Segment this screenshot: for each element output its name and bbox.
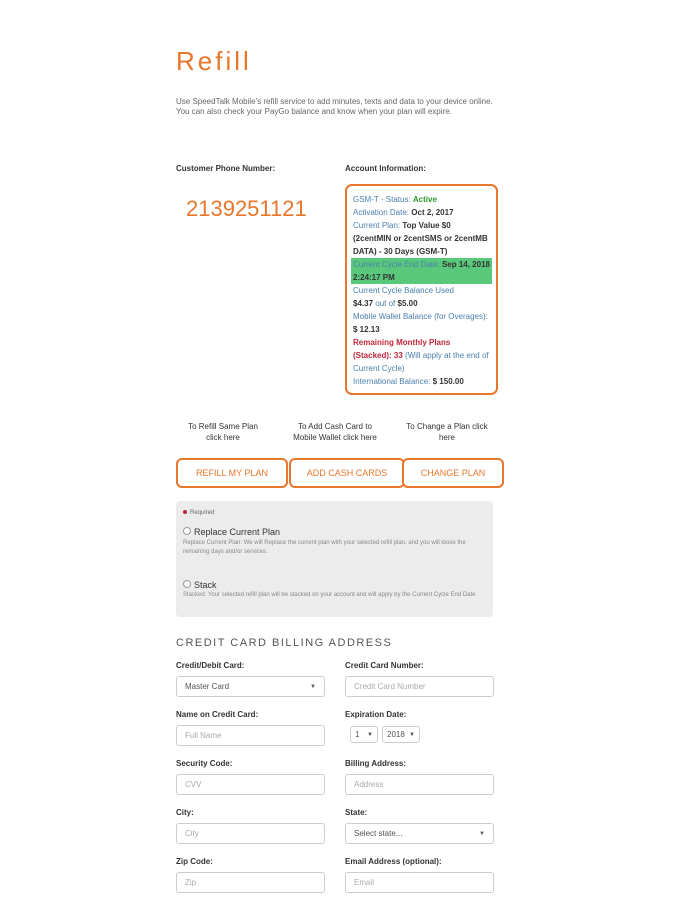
remaining-plans-label: Remaining Monthly Plans (Stacked): 33 xyxy=(353,338,451,360)
exp-year-select[interactable] xyxy=(382,726,420,743)
cycle-end-date: Sep 14, 2018 2:24:17 PM xyxy=(353,260,490,282)
exp-month-select[interactable] xyxy=(350,726,378,743)
cash-card-tip: To Add Cash Card to Mobile Wallet click here xyxy=(293,422,377,442)
international-label: International Balance: xyxy=(353,377,431,386)
billing-address-label: Billing Address: xyxy=(345,759,407,768)
balance-used-value: $4.37 xyxy=(353,299,374,308)
stack-radio[interactable] xyxy=(183,580,191,588)
replace-label: Replace Current Plan xyxy=(194,527,281,537)
replace-radio[interactable] xyxy=(183,527,191,535)
account-info-label: Account Information: xyxy=(345,164,426,173)
intro-line-1: Use SpeedTalk Mobile's refill service to add minutes, texts and data to your device online. xyxy=(176,97,493,106)
caret-down-icon: ▼ xyxy=(409,731,415,738)
international-balance: $ 150.00 xyxy=(432,377,464,386)
email-label: Email Address (optional): xyxy=(345,857,442,866)
balance-used-label: Current Cycle Balance Used xyxy=(353,286,454,295)
state-label: State: xyxy=(345,808,368,817)
balance-total: $5.00 xyxy=(397,299,418,308)
cvv-input[interactable]: CVV xyxy=(176,774,325,795)
refill-my-plan-button[interactable]: REFILL MY PLAN xyxy=(176,458,288,488)
billing-heading: CREDIT CARD BILLING ADDRESS xyxy=(176,637,393,649)
stack-description: Stacked: Your selected refill plan will be stacked on your account and will apply by the Current Cycle End Date xyxy=(183,592,476,598)
refill-tip: To Refill Same Plan click here xyxy=(188,422,258,442)
exp-year-value: 2018 xyxy=(387,730,405,739)
caret-down-icon: ▼ xyxy=(479,830,485,837)
name-label: Name on Credit Card: xyxy=(176,710,259,719)
card-number-input[interactable]: Credit Card Number xyxy=(345,676,494,697)
status-badge: Active xyxy=(412,195,437,204)
card-type-value: Master Card xyxy=(185,682,230,691)
full-name-input[interactable]: Full Name xyxy=(176,725,325,746)
required-dot-icon xyxy=(183,510,187,514)
replace-description: Replace Current Plan: We will Replace the current plan with your selected refill plan, and you will loose the remaining days and/or services. xyxy=(183,540,466,555)
plan-label: Current Plan: xyxy=(353,221,401,230)
caret-down-icon: ▼ xyxy=(310,683,316,690)
activation-line xyxy=(353,206,490,219)
email-input[interactable]: Email xyxy=(345,872,494,893)
cycle-end-label: Current Cycle End Date: xyxy=(353,260,440,269)
city-label: City: xyxy=(176,808,194,817)
wallet-label: Mobile Wallet Balance (for Overages): xyxy=(353,312,488,321)
status-label: - Status: xyxy=(380,195,411,204)
account-info-box xyxy=(345,184,498,395)
replace-option[interactable] xyxy=(183,522,280,540)
stack-label: Stack xyxy=(194,580,217,590)
zip-label: Zip Code: xyxy=(176,857,213,866)
intro-line-2: You can also check your PayGo balance and know when your plan will expire. xyxy=(176,107,452,116)
required-text: Required xyxy=(190,510,215,516)
plan-name: Top Value $0 (2centMIN or 2centSMS or 2centMB DATA) - 30 Days (GSM-T) xyxy=(353,221,488,256)
exp-month-value: 1 xyxy=(355,730,360,739)
change-plan-button[interactable]: CHANGE PLAN xyxy=(402,458,504,488)
change-plan-tip: To Change a Plan click here xyxy=(406,422,488,442)
international-line xyxy=(353,375,490,388)
customer-phone-label: Customer Phone Number: xyxy=(176,164,276,173)
status-line xyxy=(353,193,490,206)
remaining-plans-note: (Will apply at the end of Current Cycle) xyxy=(353,351,489,373)
state-value: Select state... xyxy=(354,829,403,838)
network-name: GSM-T xyxy=(353,195,379,204)
plan-line xyxy=(353,219,490,258)
state-select[interactable] xyxy=(345,823,494,844)
zip-input[interactable]: Zip xyxy=(176,872,325,893)
card-number-label: Credit Card Number: xyxy=(345,661,424,670)
city-input[interactable]: City xyxy=(176,823,325,844)
cycle-end-line xyxy=(351,258,492,284)
security-code-label: Security Code: xyxy=(176,759,233,768)
plan-options-panel xyxy=(176,501,493,617)
add-cash-cards-button[interactable]: ADD CASH CARDS xyxy=(289,458,405,488)
intro-text xyxy=(176,97,496,117)
remaining-plans-line xyxy=(353,336,490,375)
balance-out-of: out of xyxy=(375,299,396,308)
wallet-balance: $ 12.13 xyxy=(353,325,380,334)
balance-used-line xyxy=(353,297,490,310)
expiration-label: Expiration Date: xyxy=(345,710,407,719)
caret-down-icon: ▼ xyxy=(367,731,373,738)
activation-date: Oct 2, 2017 xyxy=(411,208,454,217)
phone-number: 2139251121 xyxy=(186,196,307,221)
address-input[interactable]: Address xyxy=(345,774,494,795)
card-type-select[interactable] xyxy=(176,676,325,697)
wallet-line xyxy=(353,310,490,336)
page-title: Refill xyxy=(176,46,252,76)
required-indicator xyxy=(183,510,214,516)
activation-label: Activation Date: xyxy=(353,208,410,217)
card-type-label: Credit/Debit Card: xyxy=(176,661,245,670)
